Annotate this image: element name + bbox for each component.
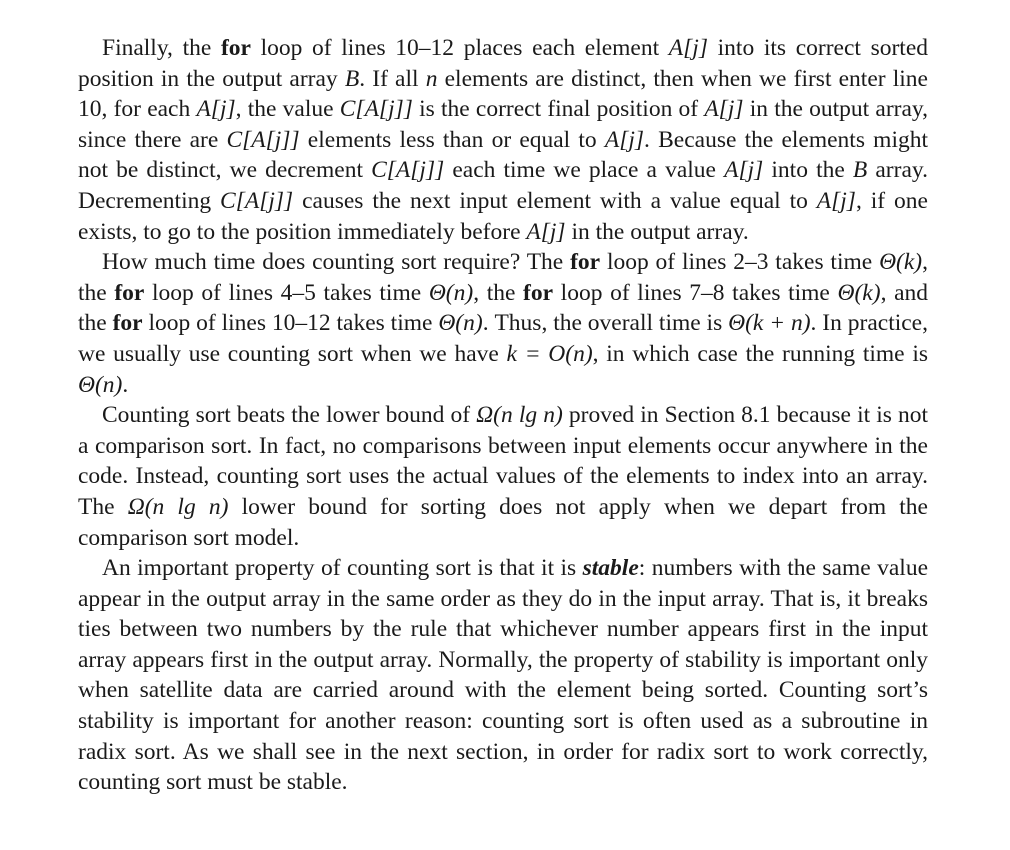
text-run: An important property of counting sort is that it is (102, 555, 583, 582)
text-run: , the value (235, 96, 340, 123)
math-expression: C[A[j]] (226, 126, 300, 153)
math-expression: Θ(n) (428, 279, 474, 306)
text-run: . Thus, the overall time is (482, 310, 729, 337)
text-run: . (122, 371, 129, 398)
text-run: . If all (359, 65, 426, 92)
math-expression: Ω(n lg n) (476, 402, 563, 429)
math-expression: C[A[j]] (371, 157, 445, 184)
math-expression: Θ(n) (78, 371, 123, 398)
keyword-bold: for (570, 249, 601, 276)
keyword-bold: for (112, 310, 143, 337)
text-run: Finally, the (102, 35, 221, 61)
text-run: . Because the elements might not be distinct, we decrement (78, 126, 928, 184)
text-run: is the correct final position of (412, 96, 705, 123)
text-run: in the output array, since there are (78, 96, 929, 153)
math-expression: A[j] (604, 126, 645, 153)
math-expression: k = O(n) (506, 340, 593, 367)
math-expression: B (852, 157, 868, 184)
text-run: loop of lines 10–12 places each element (250, 35, 669, 61)
text-run: proved in Section 8.1 because it is not a comparison sort. In fact, no comparisons between input elements occur anywhere in the code. Instead, counting sort uses the actual values of the elements to index into an array. The (78, 402, 928, 520)
text-run: . In practice, we usually use counting sort when we have (78, 310, 928, 367)
math-expression: Θ(k) (837, 279, 881, 306)
text-run: each time we place a value (444, 157, 725, 184)
math-expression: A[j] (526, 218, 566, 245)
text-run: causes the next input element with a value equal to (293, 187, 817, 214)
keyword-bold: for (523, 279, 554, 306)
keyword-bold: for (220, 35, 251, 61)
text-run: into its correct sorted position in the output array (78, 35, 928, 92)
math-expression: A[j] (724, 157, 764, 184)
text-run: elements are distinct, then when we first enter line 10, for each (78, 65, 928, 123)
math-expression: A[j] (816, 187, 856, 214)
text-run: , the (78, 249, 928, 306)
text-run: array. Decrementing (78, 157, 928, 214)
text-run: How much time does counting sort require? The (102, 249, 571, 276)
paragraph-time-analysis (78, 247, 928, 400)
paragraph-counting-sort-placement (78, 33, 928, 247)
text-run: , if one exists, to go to the position immediately before (78, 187, 928, 245)
text-run: lower bound for sorting does not apply when we depart from the comparison sort model. (78, 493, 928, 551)
math-expression: B (344, 65, 360, 92)
math-expression: Θ(k) (879, 249, 923, 276)
math-expression: A[j] (704, 96, 744, 123)
document-page (78, 33, 928, 798)
keyword-bold: for (114, 279, 145, 306)
text-run: in the output array. (565, 218, 749, 245)
math-expression: A[j] (196, 96, 236, 123)
text-run: loop of lines 2–3 takes time (600, 249, 880, 276)
math-expression: Ω(n lg n) (127, 493, 229, 520)
math-expression: C[A[j]] (220, 187, 294, 214)
text-run: Counting sort beats the lower bound of (102, 402, 477, 429)
text-run: loop of lines 4–5 takes time (144, 279, 429, 306)
text-run: into the (763, 157, 853, 184)
text-run: , in which case the running time is (592, 340, 928, 367)
text-run: loop of lines 7–8 takes time (553, 279, 838, 306)
text-run: loop of lines 10–12 takes time (142, 310, 439, 337)
math-expression: C[A[j]] (339, 96, 413, 123)
paragraph-lower-bound (78, 400, 928, 553)
paragraph-stability (78, 553, 928, 798)
text-run: , the (473, 279, 524, 306)
defined-term: stable (582, 555, 639, 582)
math-expression: n (425, 65, 438, 92)
math-expression: A[j] (668, 35, 708, 61)
text-run: : numbers with the same value appear in the output array in the same order as they do in the input array. That is, it breaks ties between two numbers by the rule that whichever number appears first in the input array appears first in the output array. Normally, the property of stability is important only when satellite data are carried around with the element being sorted. Counting sort’s stability is important for another reason: counting sort is often used as a subroutine in radix sort. As we shall see in the next section, in order for radix sort to work correctly, counting sort must be stable. (78, 555, 928, 796)
text-run: elements less than or equal to (299, 126, 605, 153)
math-expression: Θ(n) (438, 310, 483, 337)
text-run: , and the (78, 279, 928, 337)
math-expression: Θ(k + n) (728, 310, 811, 337)
